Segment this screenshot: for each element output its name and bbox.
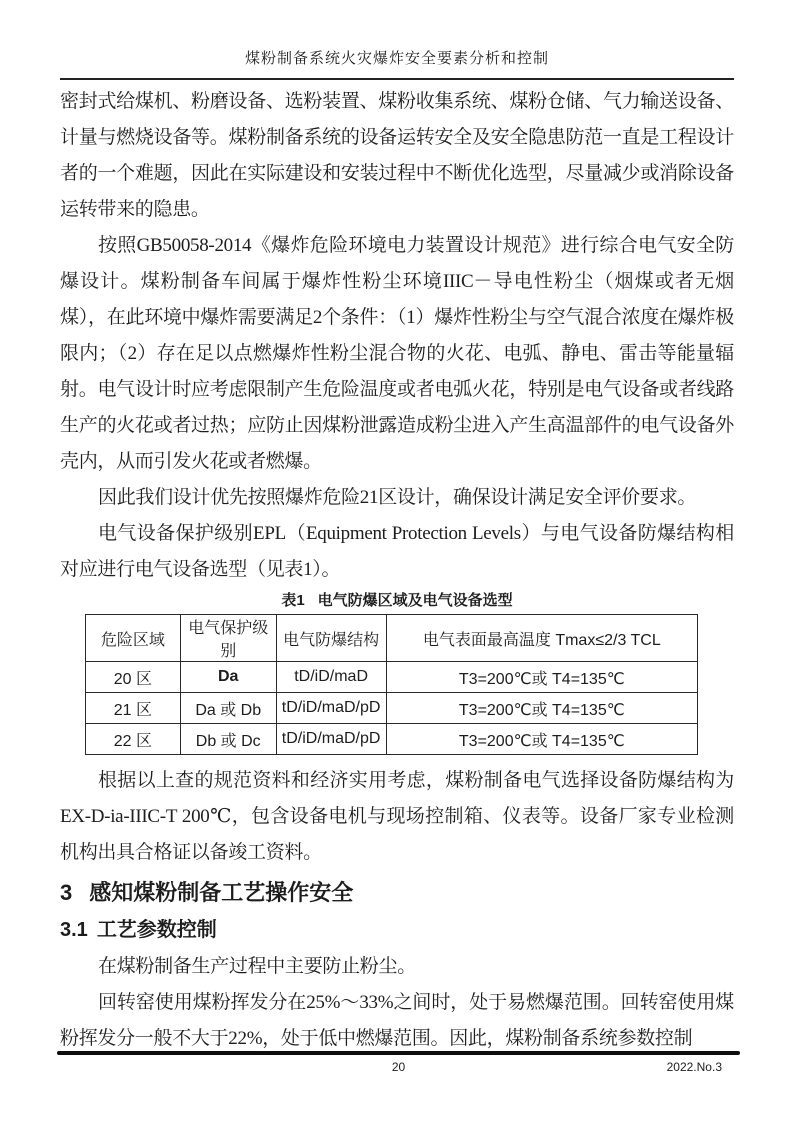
heading-section-3 bbox=[60, 878, 734, 908]
paragraph-zone21-design: 因此我们设计优先按照爆炸危险21区设计，确保设计满足安全评价要求。 bbox=[98, 487, 697, 508]
cell-zone: 22 区 bbox=[86, 724, 181, 755]
paragraph-equipment-list: 密封式给煤机、粉磨设备、选粉装置、煤粉收集系统、煤粉仓储、气力输送设备、计量与燃烧设备等。煤粉制备系统的设备运转安全及安全隐患防范一直是工程设计者的一个难题，因此在实际建设和安装过程中不断优化选型，尽量减少或消除设备运转带来的隐患。 bbox=[60, 91, 734, 220]
table-header-row bbox=[86, 615, 698, 662]
table-row bbox=[86, 662, 698, 693]
table-row bbox=[86, 724, 698, 755]
header-rule bbox=[60, 78, 734, 80]
page-body bbox=[60, 84, 734, 1057]
heading-section-3-number: 3 bbox=[60, 880, 73, 905]
col-header-max-surface-temp: 电气表面最高温度 Tmax≤2/3 TCL bbox=[386, 615, 697, 662]
heading-section-3-1-number: 3.1 bbox=[60, 919, 88, 941]
cell-structure: tD/iD/maD/pD bbox=[276, 693, 386, 724]
paragraph-gb50058-design: 按照GB50058-2014《爆炸危险环境电力装置设计规范》进行综合电气安全防爆设计。煤粉制备车间属于爆炸性粉尘环境IIIC－导电性粉尘（烟煤或者无烟煤），在此环境中爆炸需要满足2个条件：（1）爆炸性粉尘与空气混合浓度在爆炸极限内；（2）存在足以点燃爆炸性粉尘混合物的火花、电弧、静电、雷击等能量辐射。电气设计时应考虑限制产生危险温度或者电弧火花，特别是电气设备或者线路生产的火花或者过热；应防止因煤粉泄露造成粉尘进入产生高温部件的电气设备外壳内，从而引发火花或者燃爆。 bbox=[60, 235, 734, 472]
paragraph-dust-prevention: 在煤粉制备生产过程中主要防止粉尘。 bbox=[98, 956, 416, 977]
cell-temp: T3=200℃或 T4=135℃ bbox=[386, 662, 697, 693]
table1-caption bbox=[60, 591, 734, 611]
page-header bbox=[60, 50, 734, 80]
heading-section-3-1 bbox=[60, 917, 734, 943]
running-header-title: 煤粉制备系统火灾爆炸安全要素分析和控制 bbox=[244, 51, 549, 67]
cell-epl: Da bbox=[180, 662, 276, 693]
cell-epl: Db 或 Dc bbox=[180, 724, 276, 755]
col-header-hazard-zone: 危险区域 bbox=[86, 615, 181, 662]
cell-temp: T3=200℃或 T4=135℃ bbox=[386, 693, 697, 724]
table1-caption-label: 表1 bbox=[281, 592, 305, 609]
table-electrical-explosion-protection bbox=[85, 614, 698, 755]
footer-rule bbox=[57, 1051, 740, 1055]
issue-number: 2022.No.3 bbox=[666, 1060, 722, 1074]
cell-zone: 21 区 bbox=[86, 693, 181, 724]
cell-zone: 20 区 bbox=[86, 662, 181, 693]
heading-section-3-text: 感知煤粉制备工艺操作安全 bbox=[89, 880, 354, 905]
cell-temp: T3=200℃或 T4=135℃ bbox=[386, 724, 697, 755]
col-header-protection-level: 电气保护级别 bbox=[180, 615, 276, 662]
page-footer bbox=[57, 1060, 740, 1076]
paragraph-epl-selection: 电气设备保护级别EPL（Equipment Protection Levels）与电气设备防爆结构相对应进行电气设备选型（见表1）。 bbox=[60, 523, 734, 580]
table1-caption-text: 电气防爆区域及电气设备选型 bbox=[317, 592, 513, 609]
table-row bbox=[86, 693, 698, 724]
cell-epl: Da 或 Db bbox=[180, 693, 276, 724]
cell-structure: tD/iD/maD bbox=[276, 662, 386, 693]
cell-structure: tD/iD/maD/pD bbox=[276, 724, 386, 755]
page-number: 20 bbox=[391, 1060, 406, 1074]
paragraph-ex-structure-choice: 根据以上查的规范资料和经济实用考虑，煤粉制备电气选择设备防爆结构为EX-D-ia-IIIC-T 200℃，包含设备电机与现场控制箱、仪表等。设备厂家专业检测机构出具合格证以备竣工资料。 bbox=[60, 770, 734, 863]
paragraph-volatile-matter: 回转窑使用煤粉挥发分在25%～33%之间时，处于易燃爆范围。回转窑使用煤粉挥发分一般不大于22%，处于低中燃爆范围。因此，煤粉制备系统参数控制 bbox=[60, 992, 734, 1049]
col-header-explosionproof-structure: 电气防爆结构 bbox=[276, 615, 386, 662]
heading-section-3-1-text: 工艺参数控制 bbox=[96, 919, 217, 941]
